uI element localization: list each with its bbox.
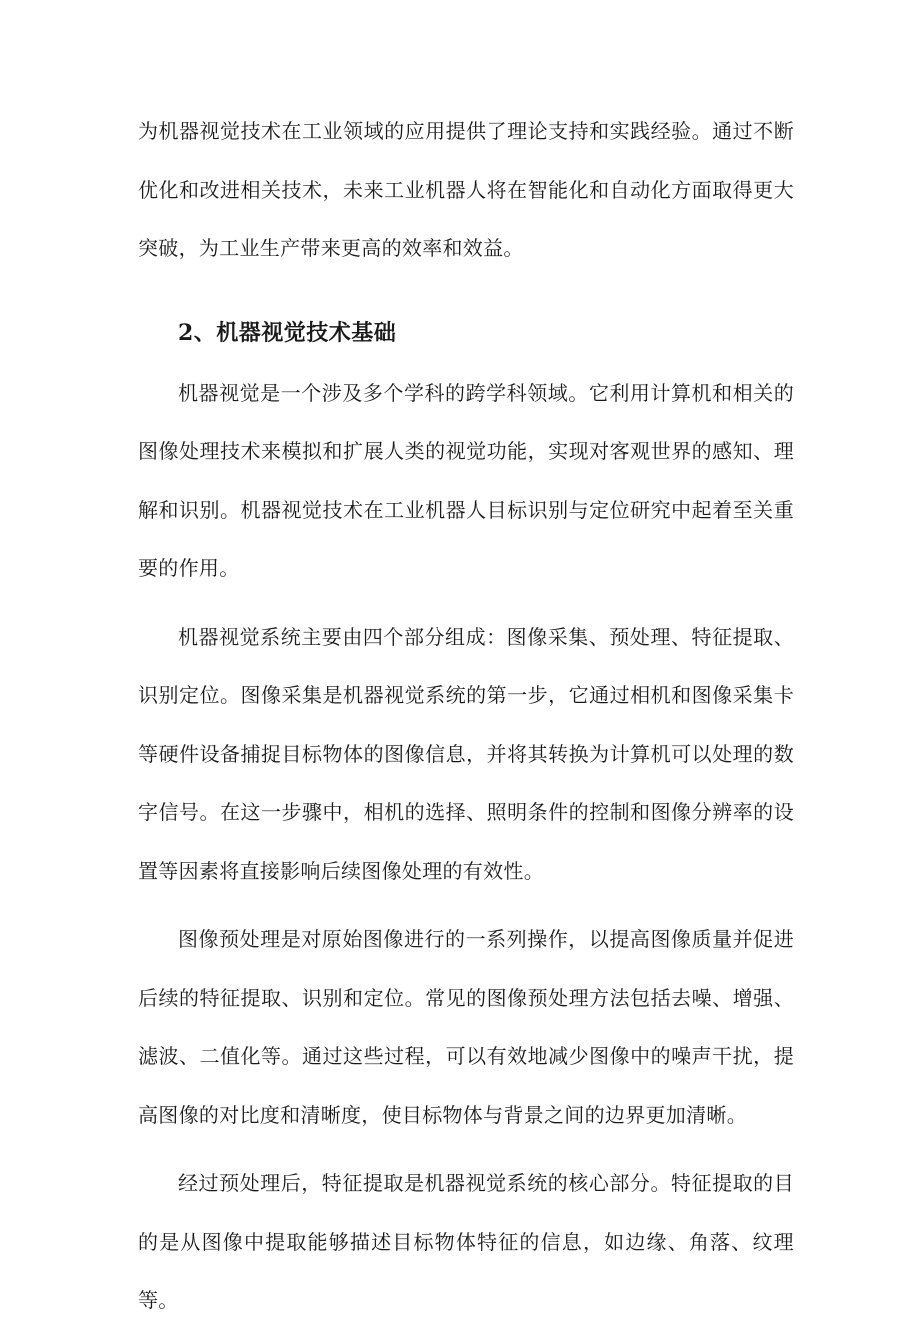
section-paragraph-4: 经过预处理后，特征提取是机器视觉系统的核心部分。特征提取的目的是从图像中提取能够描述目标物体特征的信息，如边缘、角落、纹理等。 bbox=[138, 1171, 794, 1312]
section-heading: 2、机器视觉技术基础 bbox=[178, 319, 397, 346]
section-paragraph-3: 图像预处理是对原始图像进行的一系列操作，以提高图像质量并促进后续的特征提取、识别和定位。常见的图像预处理方法包括去噪、增强、滤波、二值化等。通过这些过程，可以有效地减少图像中的噪声干扰，提高图像的对比度和清晰度，使目标物体与背景之间的边界更加清晰。 bbox=[138, 927, 794, 1127]
section-paragraph-2: 机器视觉系统主要由四个部分组成：图像采集、预处理、特征提取、识别定位。图像采集是机器视觉系统的第一步，它通过相机和图像采集卡等硬件设备捕捉目标物体的图像信息，并将其转换为计算机可以处理的数字信号。在这一步骤中，相机的选择、照明条件的控制和图像分辨率的设置等因素将直接影响后续图像处理的有效性。 bbox=[138, 624, 794, 883]
intro-paragraph: 为机器视觉技术在工业领域的应用提供了理论支持和实践经验。通过不断优化和改进相关技术，未来工业机器人将在智能化和自动化方面取得更大突破，为工业生产带来更高的效率和效益。 bbox=[138, 119, 794, 260]
section-paragraph-1: 机器视觉是一个涉及多个学科的跨学科领域。它利用计算机和相关的图像处理技术来模拟和扩展人类的视觉功能，实现对客观世界的感知、理解和识别。机器视觉技术在工业机器人目标识别与定位研究中起着至关重要的作用。 bbox=[138, 380, 794, 580]
document-page bbox=[138, 102, 794, 1330]
